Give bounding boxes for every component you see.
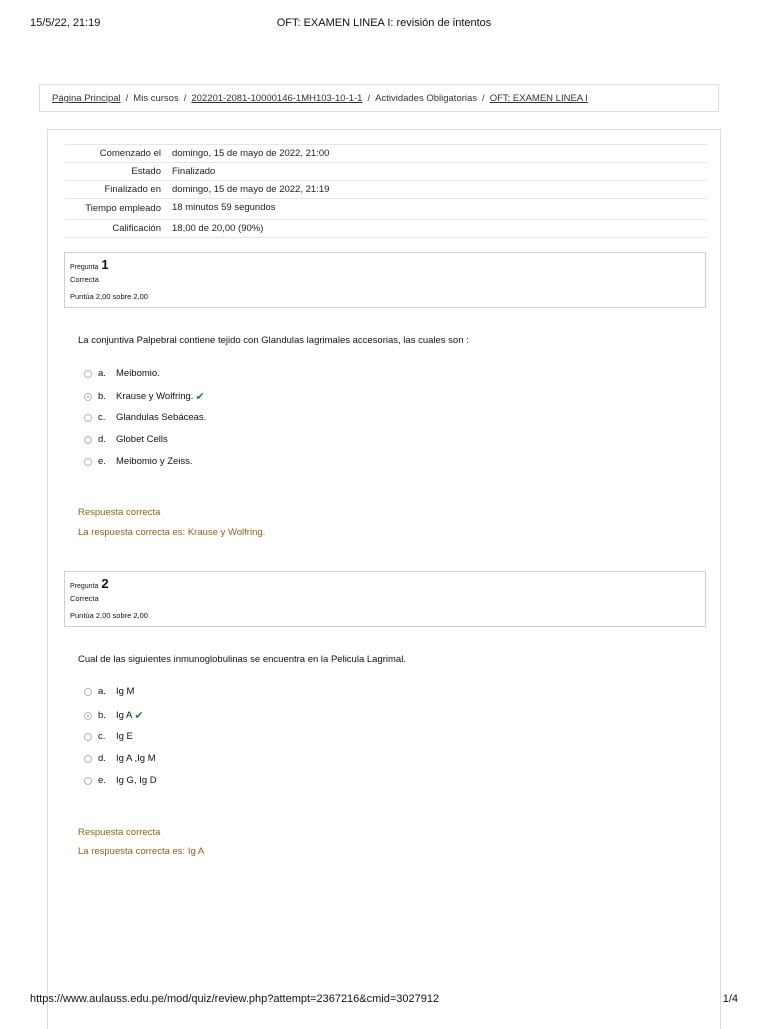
answer-letter: d. (98, 753, 106, 764)
question-number-label: Pregunta (70, 583, 99, 590)
summary-value: 18,00 de 20,00 (90%) (172, 223, 264, 234)
answer-option[interactable] (84, 709, 144, 722)
breadcrumb-separator: / (183, 93, 187, 104)
answer-letter: a. (98, 368, 106, 379)
radio-button-selected[interactable] (84, 393, 92, 401)
answer-letter: c. (98, 731, 106, 742)
attempt-summary-table (65, 144, 707, 238)
answer-option[interactable] (84, 686, 134, 697)
feedback-general: Respuesta correcta (78, 507, 161, 518)
answer-text: Ig M (116, 686, 135, 697)
check-icon: ✔ (134, 710, 144, 722)
answer-option[interactable] (84, 368, 160, 379)
question-state: Correcta (70, 275, 99, 284)
question-grade: Puntúa 2,00 sobre 2,00 (70, 611, 148, 620)
breadcrumb-course-link[interactable]: 202201-2081-10000146-1MH103-10-1-1 (191, 93, 363, 104)
breadcrumb-section: Actividades Obligatorias (375, 93, 478, 104)
breadcrumb-separator: / (367, 93, 371, 104)
summary-row-finished (65, 180, 707, 198)
feedback-general: Respuesta correcta (78, 827, 161, 838)
print-url: https://www.aulauss.edu.pe/mod/quiz/review.php?attempt=2367216&cmid=3027912 (30, 993, 440, 1005)
summary-value: domingo, 15 de mayo de 2022, 21:19 (172, 184, 330, 195)
answer-option[interactable] (84, 390, 205, 403)
answer-letter: b. (98, 710, 106, 721)
answer-option[interactable] (84, 434, 168, 445)
radio-button[interactable] (84, 370, 92, 378)
summary-value: 18 minutos 59 segundos (172, 202, 276, 213)
question-number-label: Pregunta (70, 264, 99, 271)
radio-button[interactable] (84, 777, 92, 785)
check-icon: ✔ (195, 391, 205, 403)
answer-letter: b. (98, 391, 106, 402)
print-date: 15/5/22, 21:19 (30, 17, 101, 29)
radio-button[interactable] (84, 733, 92, 741)
answer-text: Globet Cells (116, 434, 168, 445)
answer-text: Ig G, Ig D (116, 775, 157, 786)
radio-button-selected[interactable] (84, 712, 92, 720)
summary-row-grade (65, 219, 707, 238)
summary-label: Estado (131, 166, 161, 177)
answer-letter: e. (98, 456, 106, 467)
print-page-number: 1/4 (722, 993, 738, 1005)
answer-option[interactable] (84, 731, 133, 742)
question-number-value: 1 (101, 257, 109, 272)
answer-text: Ig E (116, 731, 133, 742)
answer-letter: c. (98, 412, 106, 423)
answer-letter: a. (98, 686, 106, 697)
radio-button[interactable] (84, 458, 92, 466)
question-info-box (64, 571, 706, 627)
summary-row-time-taken (65, 198, 707, 219)
question-grade: Puntúa 2,00 sobre 2,00 (70, 292, 148, 301)
question-number-value: 2 (101, 576, 109, 591)
answer-text: Meibomio. (116, 368, 160, 379)
answer-option[interactable] (84, 753, 156, 764)
summary-row-state (65, 162, 707, 180)
question-info-box (64, 252, 706, 308)
summary-label: Tiempo empleado (85, 203, 161, 214)
answer-option[interactable] (84, 775, 157, 786)
breadcrumb-separator: / (125, 93, 129, 104)
radio-button[interactable] (84, 755, 92, 763)
summary-label: Comenzado el (99, 148, 161, 159)
print-header (30, 17, 738, 31)
answer-option[interactable] (84, 412, 206, 423)
answer-letter: d. (98, 434, 106, 445)
summary-label: Finalizado en (104, 184, 161, 195)
radio-button[interactable] (84, 688, 92, 696)
breadcrumb-home-link[interactable]: Página Principal (52, 93, 121, 104)
question-number (70, 257, 700, 272)
answer-text: Meibomio y Zeiss. (116, 456, 193, 467)
question-number (70, 576, 700, 591)
feedback-right-answer: La respuesta correcta es: Krause y Wolfring. (78, 527, 266, 538)
answer-text: Glandulas Sebáceas. (116, 412, 207, 423)
question-state: Correcta (70, 594, 99, 603)
summary-value: domingo, 15 de mayo de 2022, 21:00 (172, 148, 330, 159)
answer-text: Krause y Wolfring. (116, 391, 194, 402)
summary-row-started (65, 144, 707, 162)
radio-button[interactable] (84, 436, 92, 444)
answer-letter: e. (98, 775, 106, 786)
breadcrumb-quiz-link[interactable]: OFT: EXAMEN LINEA I (489, 93, 588, 104)
feedback-right-answer: La respuesta correcta es: Ig A (78, 846, 205, 857)
breadcrumb-my-courses: Mis cursos (133, 93, 179, 104)
answer-text: Ig A (116, 710, 133, 721)
print-page-title: OFT: EXAMEN LINEA I: revisión de intentos (276, 17, 492, 29)
summary-value: Finalizado (172, 166, 216, 177)
breadcrumb (39, 84, 719, 112)
answer-option[interactable] (84, 456, 193, 467)
radio-button[interactable] (84, 414, 92, 422)
question-text: La conjuntiva Palpebral contiene tejido con Glandulas lagrimales accesorias, las cuales son : (78, 335, 469, 346)
answer-text: Ig A ,Ig M (116, 753, 156, 764)
summary-label: Calificación (112, 223, 161, 234)
breadcrumb-separator: / (482, 93, 485, 104)
question-text: Cual de las siguientes inmunoglobulinas se encuentra en la Pelicula Lagrimal. (78, 654, 406, 665)
